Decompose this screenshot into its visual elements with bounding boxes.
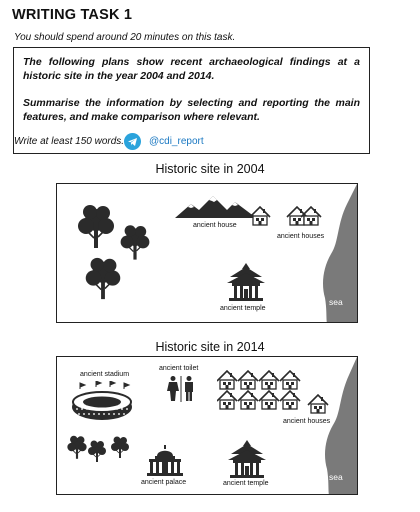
map-2004-title: Historic site in 2004 <box>155 162 265 176</box>
ancient-houses-label: ancient houses <box>283 418 331 425</box>
ancient-house-label: ancient house <box>193 222 237 229</box>
ancient-house-icon <box>217 391 237 409</box>
ancient-toilet-label: ancient toilet <box>159 365 199 372</box>
task-directive: Summarise the information by selecting and reporting the main features, and make comparison where relevant. <box>23 97 360 123</box>
tree-icon <box>71 198 121 254</box>
ancient-house-icon <box>280 391 300 409</box>
sea-label: sea <box>329 297 343 307</box>
ancient-house-icon <box>300 206 322 226</box>
ancient-palace-icon <box>147 445 183 477</box>
ancient-house-icon <box>249 206 271 226</box>
task-heading: WRITING TASK 1 <box>12 7 133 23</box>
telegram-handle-link[interactable]: @cdi_report <box>149 136 204 147</box>
ancient-temple-label: ancient temple <box>223 480 269 487</box>
map-2004 <box>56 183 358 323</box>
sea-label: sea <box>329 472 343 482</box>
ancient-house-icon <box>259 391 279 409</box>
tree-icon <box>79 251 127 305</box>
ancient-temple-icon <box>226 262 266 302</box>
toilet-icon <box>167 376 195 402</box>
mountains-icon <box>175 194 259 218</box>
ancient-house-icon <box>238 391 258 409</box>
ancient-house-icon <box>307 394 329 414</box>
map-2014-title: Historic site in 2014 <box>155 340 265 354</box>
ancient-house-icon <box>259 371 279 389</box>
ancient-houses-label: ancient houses <box>277 233 325 240</box>
ancient-temple-icon <box>227 439 267 479</box>
task-prompt: The following plans show recent archaeological findings at a historic site in the year 2004 and 2014. <box>23 56 360 82</box>
ancient-palace-label: ancient palace <box>141 479 187 486</box>
tree-icon <box>107 433 133 461</box>
ancient-temple-label: ancient temple <box>220 305 266 312</box>
ancient-house-icon <box>280 371 300 389</box>
word-count-requirement: Write at least 150 words. <box>14 136 125 147</box>
ancient-stadium-label: ancient stadium <box>80 371 130 378</box>
telegram-icon[interactable] <box>124 133 141 150</box>
ancient-house-icon <box>238 371 258 389</box>
map-2014 <box>56 356 358 495</box>
time-instruction: You should spend around 20 minutes on this task. <box>14 32 236 43</box>
ancient-house-icon <box>217 371 237 389</box>
ancient-stadium-icon <box>70 381 134 423</box>
ancient-houses-group <box>217 370 307 410</box>
